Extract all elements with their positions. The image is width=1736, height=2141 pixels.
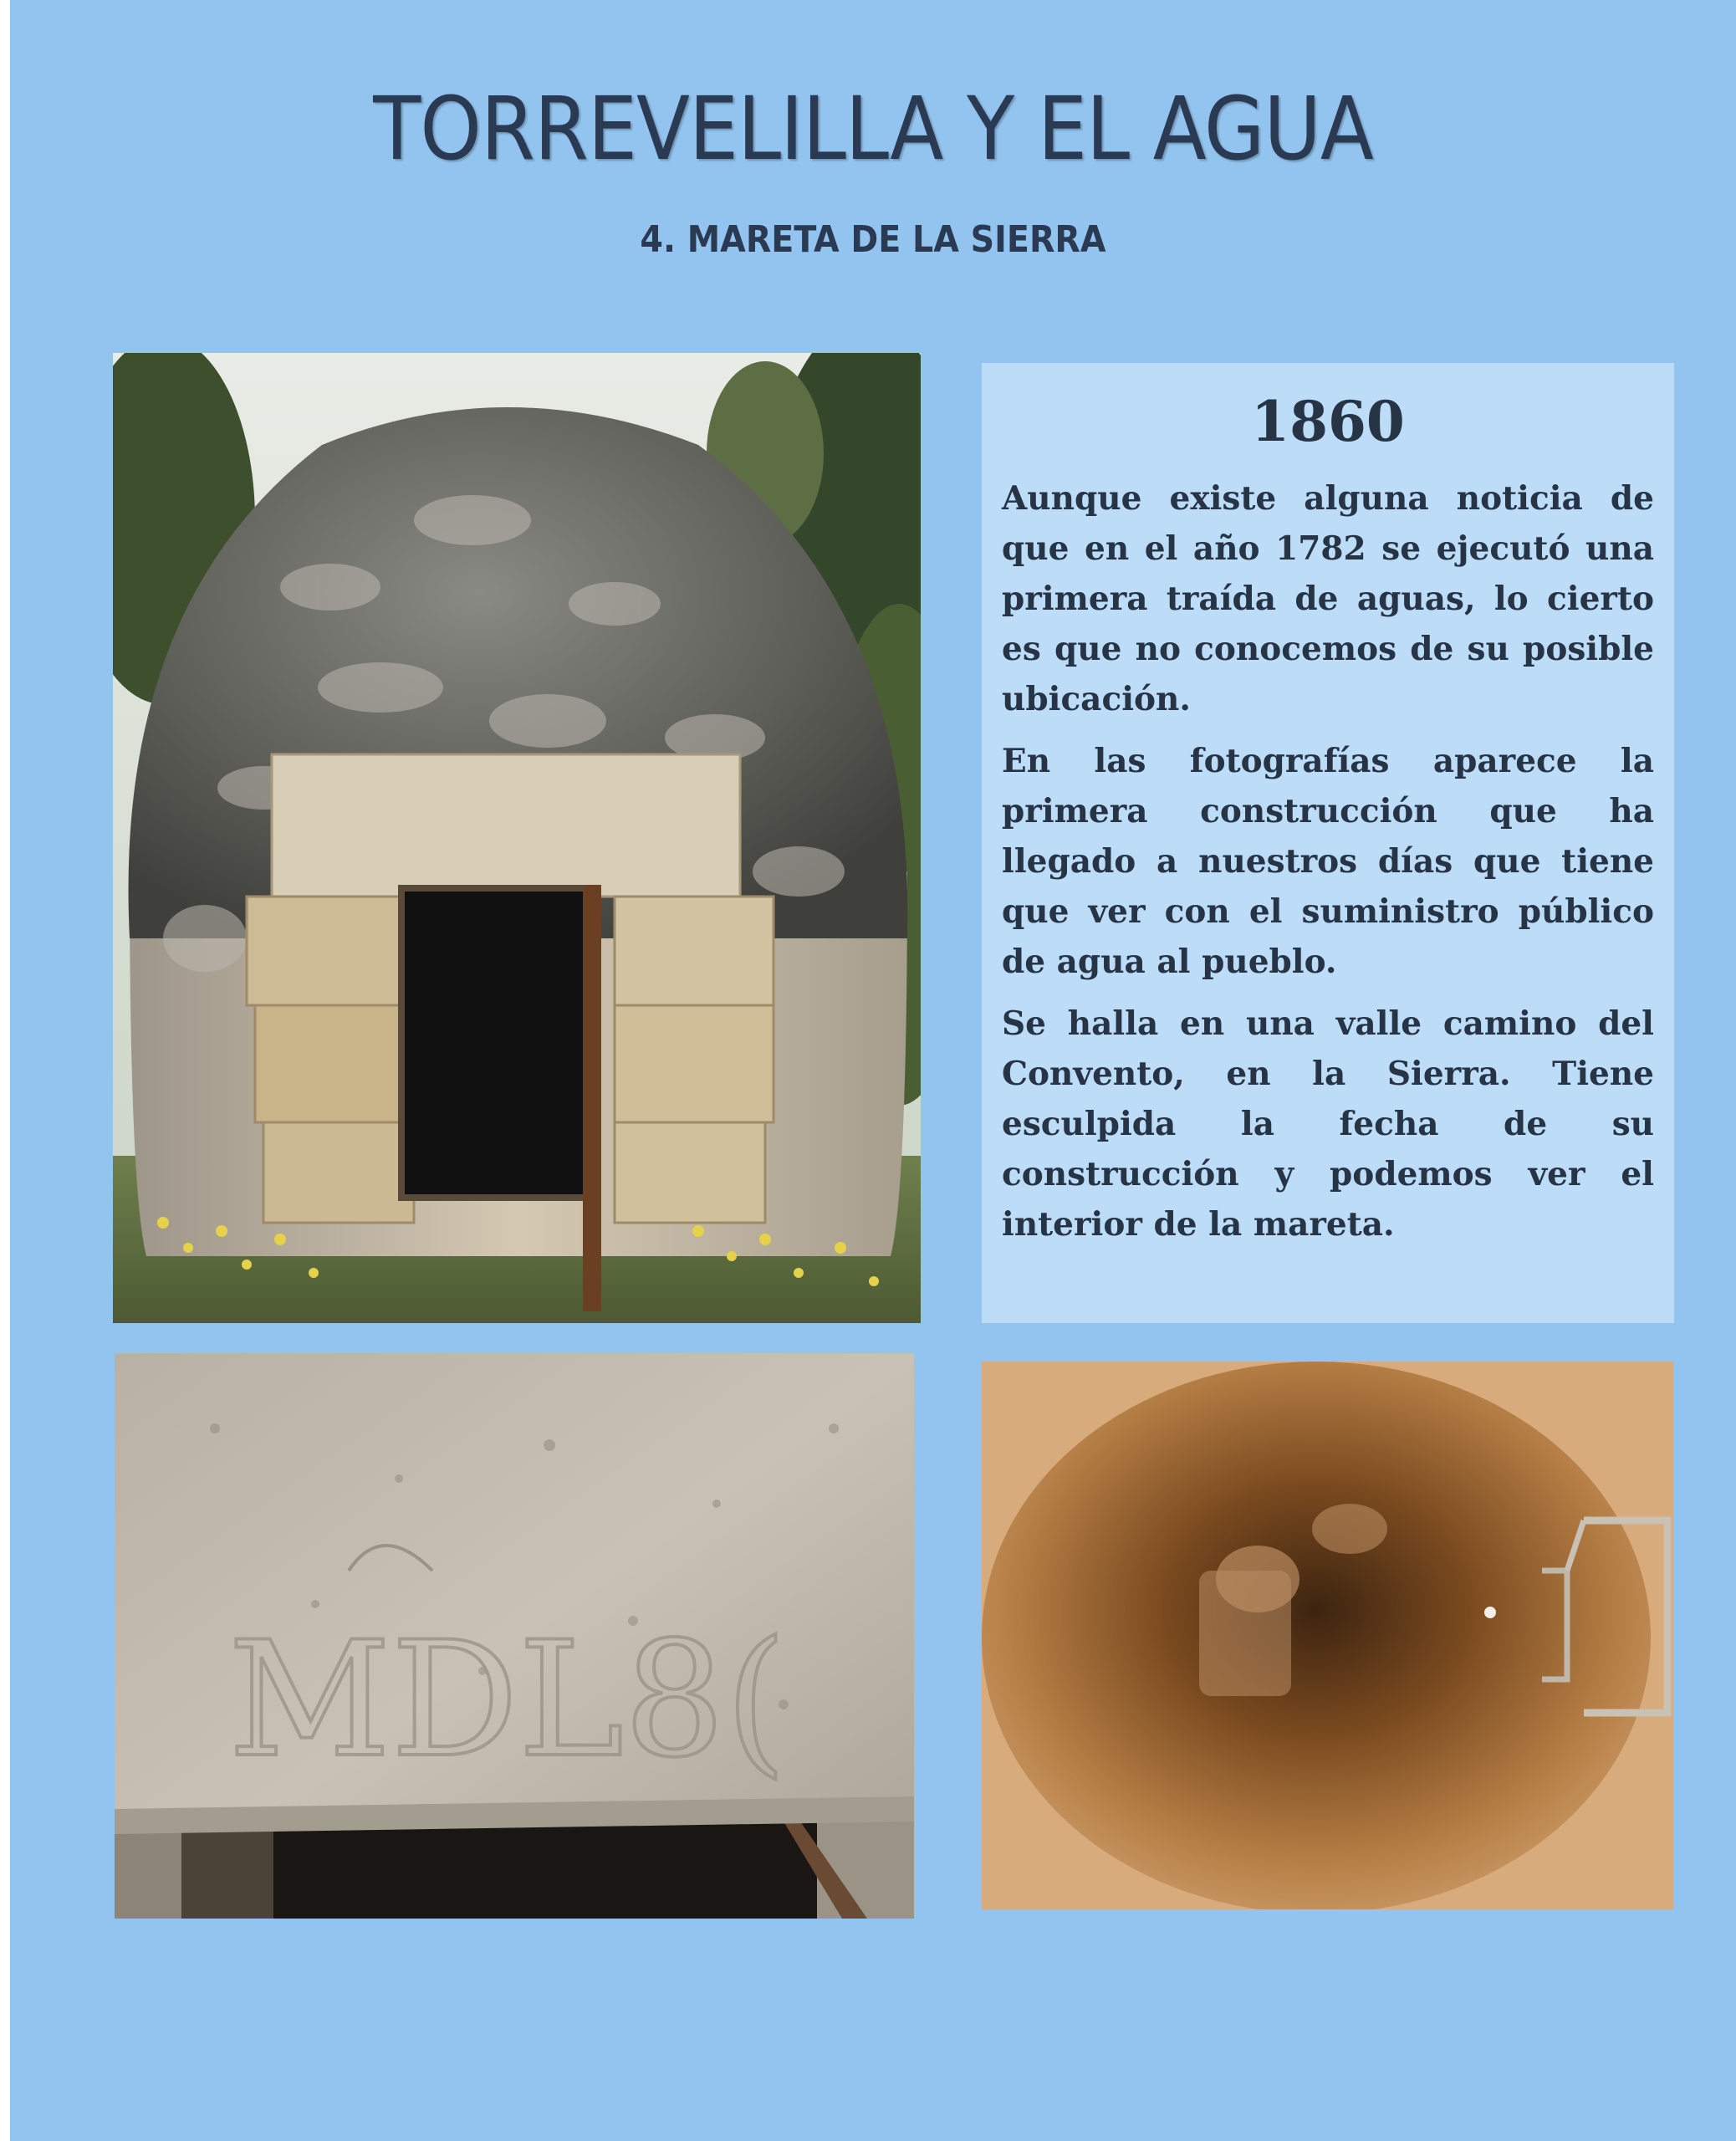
page xyxy=(10,0,1736,2141)
paragraph-3: Se halla en una valle camino del Convento, en la Sierra. Tiene esculpida la fecha de su construcción y podemos ver el interior de la mareta. xyxy=(1002,1004,1654,1244)
inscription-photo xyxy=(115,1353,914,1919)
inscription-carving: MDL8( xyxy=(227,1607,788,1792)
well-interior-photo xyxy=(982,1362,1673,1909)
page-title: TORREVELILLA Y EL AGUA xyxy=(373,78,1373,180)
page-subtitle: 4. MARETA DE LA SIERRA xyxy=(640,218,1106,261)
inscription-illustration xyxy=(115,1353,914,1919)
stone-hut-illustration xyxy=(113,353,921,1323)
paragraph-2: En las fotografías aparece la primera construcción que ha llegado a nuestros días que tiene que ver con el suministro público de agua al pueblo. xyxy=(1002,742,1654,981)
stone-hut-photo xyxy=(113,353,921,1323)
paragraph-1: Aunque existe alguna noticia de que en el año 1782 se ejecutó una primera traída de aguas, lo cierto es que no conocemos de su posible ubicación. xyxy=(1002,479,1654,718)
well-illustration xyxy=(982,1362,1673,1909)
description-panel xyxy=(982,363,1674,1323)
year-heading: 1860 xyxy=(1251,389,1405,454)
